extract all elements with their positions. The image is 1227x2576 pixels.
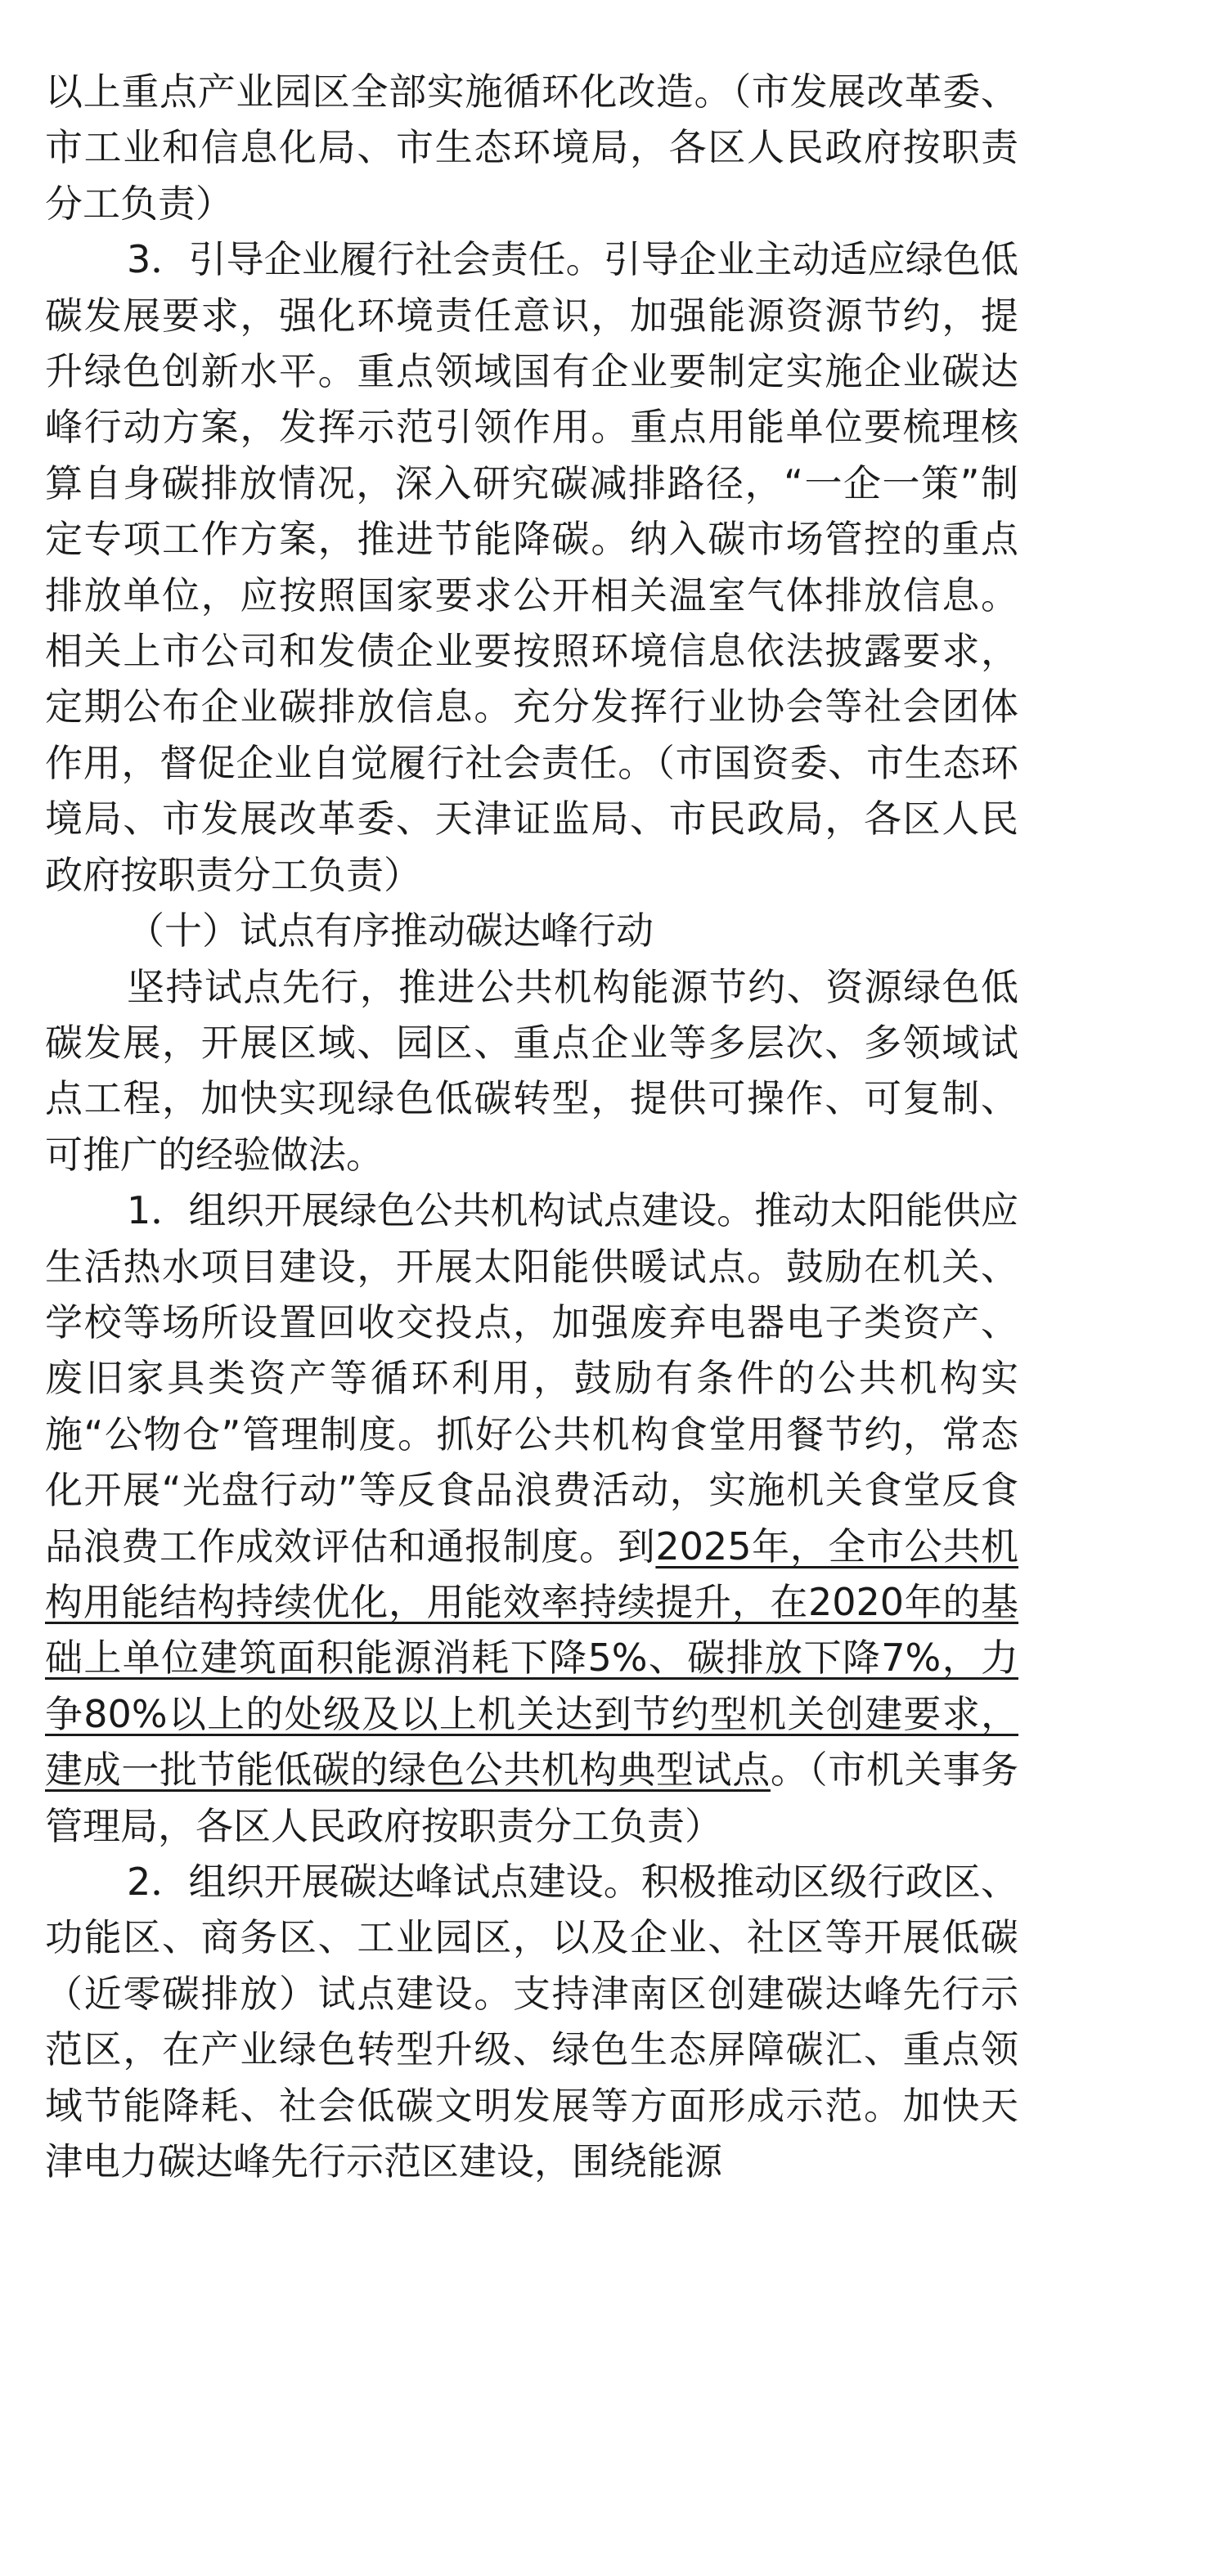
document-page xyxy=(45,64,1018,2189)
paragraph-continuation: 以上重点产业园区全部实施循环化改造。（市发展改革委、市工业和信息化局、市生态环境局，各区人民政府按职责分工负责） xyxy=(45,70,1018,226)
section-heading-pilot-carbon-peak: （十）试点有序推动碳达峰行动 xyxy=(127,909,654,954)
paragraph-green-public-institutions xyxy=(45,1183,1018,1854)
paragraph-carbon-peak-pilots: 2．组织开展碳达峰试点建设。积极推动区级行政区、功能区、商务区、工业园区，以及企业、社区等开展低碳（近零碳排放）试点建设。支持津南区创建碳达峰先行示范区，在产业绿色转型升级、绿色生态屏障碳汇、重点领域节能降耗、社会低碳文明发展等方面形成示范。加快天津电力碳达峰先行示范区建设，围绕能源 xyxy=(45,1860,1018,2184)
paragraph-corporate-responsibility: 3．引导企业履行社会责任。引导企业主动适应绿色低碳发展要求，强化环境责任意识，加强能源资源节约，提升绿色创新水平。重点领域国有企业要制定实施企业碳达峰行动方案，发挥示范引领作用。重点用能单位要梳理核算自身碳排放情况，深入研究碳减排路径，“一企一策”制定专项工作方案，推进节能降碳。纳入碳市场管控的重点排放单位，应按照国家要求公开相关温室气体排放信息。相关上市公司和发债企业要按照环境信息依法披露要求，定期公布企业碳排放信息。充分发挥行业协会等社会团体作用，督促企业自觉履行社会责任。（市国资委、市生态环境局、市发展改革委、天津证监局、市民政局，各区人民政府按职责分工负责） xyxy=(45,237,1018,897)
paragraph-tail-text: 。（市机关事务管理局，各区人民政府按职责分工负责） xyxy=(45,1748,1019,1848)
paragraph-lead-text: 1．组织开展绿色公共机构试点建设。推动太阳能供应生活热水项目建设，开展太阳能供暖试点。鼓励在机关、学校等场所设置回收交投点，加强废弃电器电子类资产、废旧家具类资产等循环利用，鼓励有条件的公共机构实施“公物仓”管理制度。抓好公共机构食堂用餐节约，常态化开展“光盘行动”等反食品浪费活动，实施机关食堂反食品浪费工作成效评估和通报制度。到 xyxy=(45,1188,1018,1568)
paragraph-pilot-intro: 坚持试点先行，推进公共机构能源节约、资源绿色低碳发展，开展区域、园区、重点企业等多层次、多领域试点工程，加快实现绿色低碳转型，提供可操作、可复制、可推广的经验做法。 xyxy=(45,964,1018,1177)
underlined-target-text: 2025年，全市公共机构用能结构持续优化，用能效率持续提升，在2020年的基础上单位建筑面积能源消耗下降5%、碳排放下降7%，力争80%以上的处级及以上机关达到节约型机关创建要求，建成一批节能低碳的绿色公共机构典型试点 xyxy=(45,1524,1018,1793)
